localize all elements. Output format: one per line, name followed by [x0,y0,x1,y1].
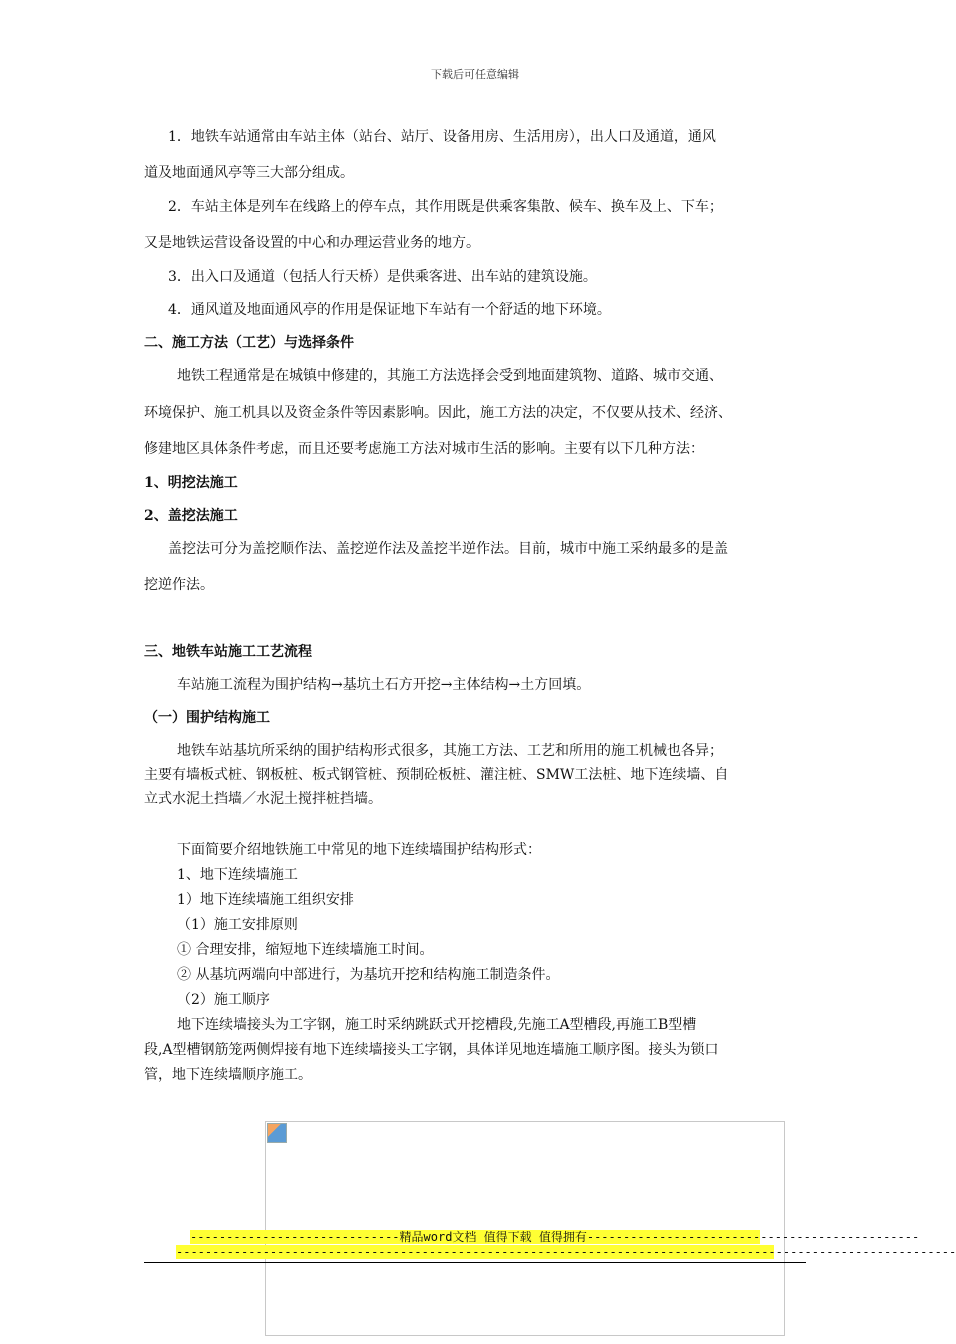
paragraph-line: 又是地铁运营设备设置的中心和办理运营业务的地方。 [144,235,480,251]
paragraph-line: 修建地区具体条件考虑，而且还要考虑施工方法对城市生活的影响。主要有以下几种方法： [144,441,704,457]
footer-banner-line-2: ------------------------------------------------------------------------------------------------------------ [176,1245,956,1259]
paragraph-line: 道及地面通风亭等三大部分组成。 [144,165,354,181]
paragraph-line: 3．出入口及通道（包括人行天桥）是供乘客进、出车站的建筑设施。 [168,269,597,285]
paragraph-line: 段,A型槽钢筋笼两侧焊接有地下连续墙接头工字钢，具体详见地连墙施工顺序图。接头为锁口 [144,1042,719,1058]
section-heading: 2、盖挖法施工 [144,508,238,524]
paragraph-line: 立式水泥土挡墙／水泥土搅拌桩挡墙。 [144,791,382,807]
paragraph-line: 下面简要介绍地铁施工中常见的地下连续墙围护结构形式： [177,842,541,858]
section-heading: 三、地铁车站施工工艺流程 [144,644,312,660]
paragraph-line: 1）地下连续墙施工组织安排 [177,892,354,908]
page-header: 下载后可任意编辑 [431,68,519,81]
broken-image-icon [267,1123,287,1143]
paragraph-line: 1．地铁车站通常由车站主体（站台、站厅、设备用房、生活用房），出人口及通道，通风 [168,129,716,145]
paragraph-line: （2）施工顺序 [177,992,270,1008]
paragraph-line: 2．车站主体是列车在线路上的停车点，其作用既是供乘客集散、候车、换车及上、下车； [168,199,723,215]
paragraph-line: 车站施工流程为围护结构→基坑土石方开挖→主体结构→土方回填。 [177,677,591,693]
section-heading: 1、明挖法施工 [144,475,238,491]
figure-placeholder [265,1121,785,1336]
paragraph-line: 环境保护、施工机具以及资金条件等因素影响。因此，施工方法的决定，不仅要从技术、经济、 [144,405,732,421]
footer-rule [144,1262,806,1263]
footer-banner-line-1: -----------------------------精品word文档 值得下载 值得拥有---------------------------------------------- [190,1230,920,1244]
paragraph-line: 4．通风道及地面通风亭的作用是保证地下车站有一个舒适的地下环境。 [168,302,611,318]
paragraph-line: ② 从基坑两端向中部进行，为基坑开挖和结构施工制造条件。 [177,967,560,983]
paragraph-line: 主要有墙板式桩、钢板桩、板式钢管桩、预制砼板桩、灌注桩、SMW工法桩、地下连续墙、自 [144,767,729,783]
section-heading: 二、施工方法（工艺）与选择条件 [144,335,354,351]
paragraph-line: 盖挖法可分为盖挖顺作法、盖挖逆作法及盖挖半逆作法。目前，城市中施工采纳最多的是盖 [168,541,728,557]
paragraph-line: ① 合理安排，缩短地下连续墙施工时间。 [177,942,434,958]
paragraph-line: 管，地下连续墙顺序施工。 [144,1067,312,1083]
paragraph-line: 1、地下连续墙施工 [177,867,298,883]
paragraph-line: 地下连续墙接头为工字钢，施工时采纳跳跃式开挖槽段,先施工A型槽段,再施工B型槽 [177,1017,697,1033]
section-heading: （一）围护结构施工 [144,710,270,726]
paragraph-line: 挖逆作法。 [144,577,214,593]
paragraph-line: （1）施工安排原则 [177,917,298,933]
paragraph-line: 地铁车站基坑所采纳的围护结构形式很多，其施工方法、工艺和所用的施工机械也各异； [177,743,723,759]
paragraph-line: 地铁工程通常是在城镇中修建的，其施工方法选择会受到地面建筑物、道路、城市交通、 [177,368,723,384]
